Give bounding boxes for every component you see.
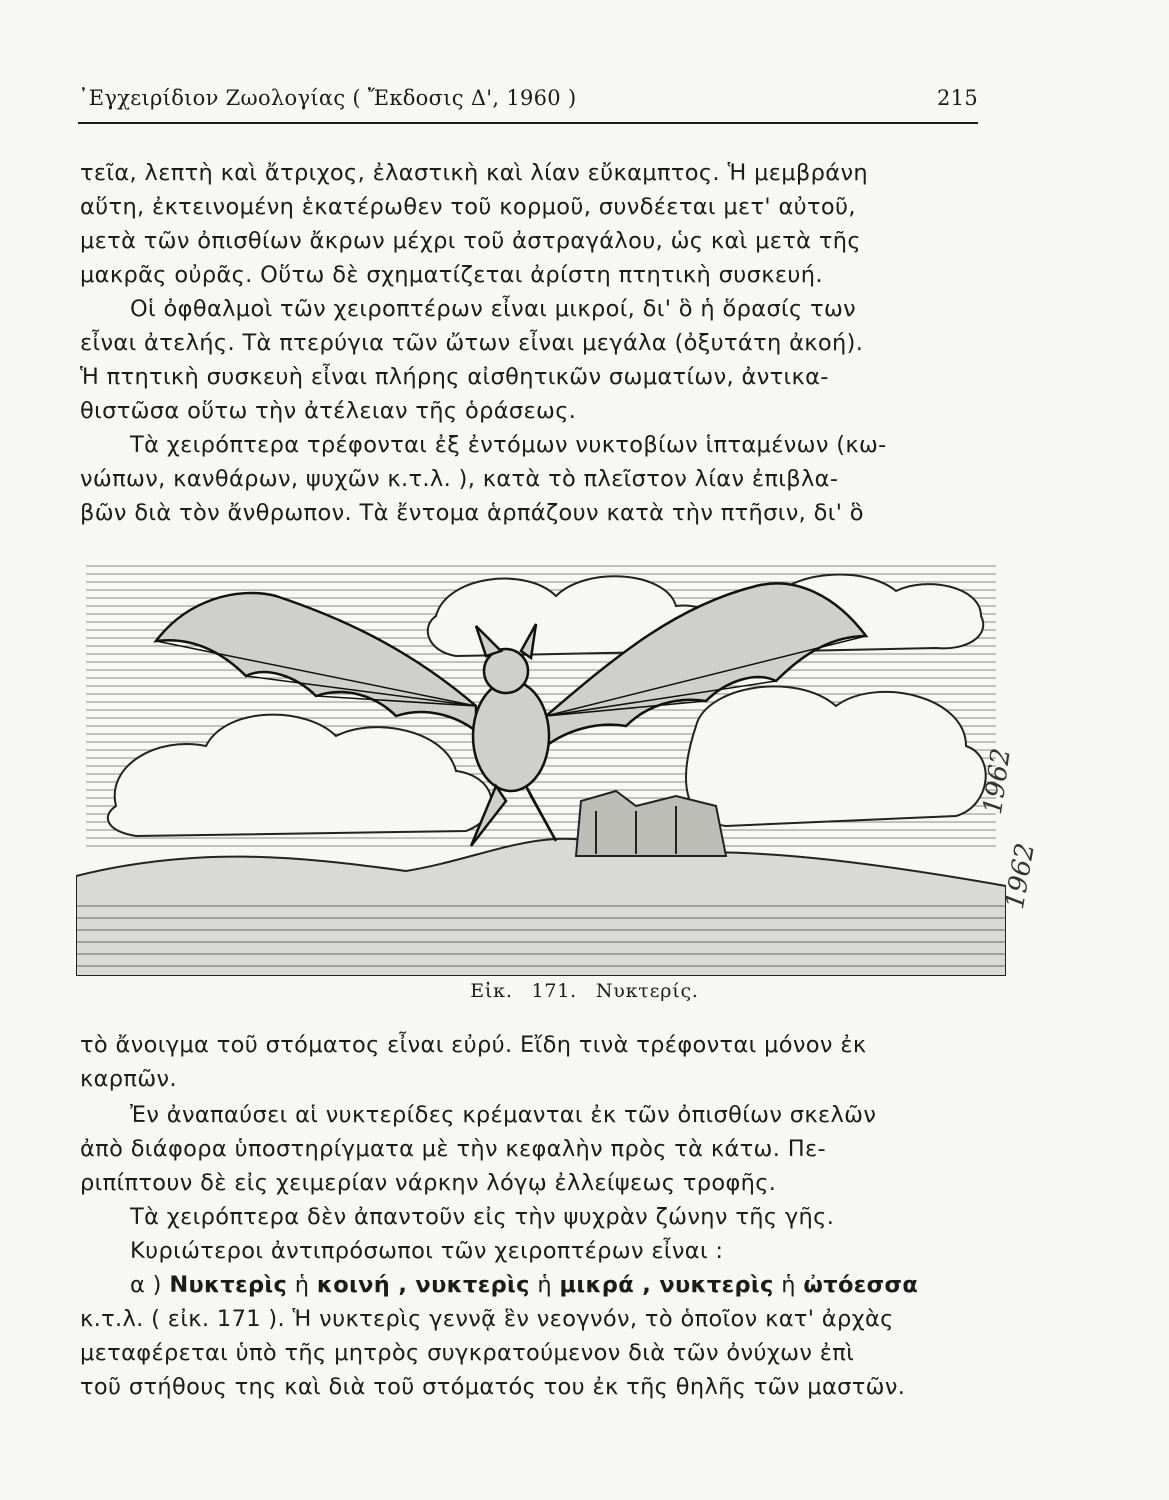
caption-text: Νυκτερίς.	[595, 980, 699, 1002]
paragraph-representatives	[80, 1268, 988, 1404]
text-line: Τὰ χειρόπτερα τρέφονται ἐξ ἐντόμων νυκτοβίων ἱπταμένων (κω-	[130, 432, 887, 458]
figure-caption	[0, 980, 1169, 1002]
text-line: Κυριώτεροι ἀντιπρόσωποι τῶν χειροπτέρων εἶναι :	[130, 1238, 724, 1264]
handwritten-margin-note: 1962	[978, 746, 1017, 817]
hills	[76, 839, 1006, 976]
text-line: μακρᾶς οὐρᾶς. Οὕτω δὲ σχηματίζεται ἀρίστη πτητικὴ συσκευή.	[80, 262, 823, 288]
text-line: Ἡ πτητικὴ συσκευὴ εἶναι πλήρης αἰσθητικῶν σωματίων, ἀντικα-	[80, 364, 829, 390]
text-line: Ἐν ἀναπαύσει αἱ νυκτερίδες κρέμανται ἐκ τῶν ὀπισθίων σκελῶν	[130, 1102, 877, 1128]
text-line: Τὰ χειρόπτερα δὲν ἀπαντοῦν εἰς τὴν ψυχρὰν ζώνην τῆς γῆς.	[130, 1204, 835, 1230]
paragraph-wing-membrane	[80, 156, 988, 292]
paragraph-diet	[80, 428, 988, 530]
header-rule	[78, 122, 978, 124]
paragraph-representatives-intro	[80, 1234, 988, 1268]
text-line: κ.τ.λ. ( εἰκ. 171 ). Ἡ νυκτερὶς γεννᾷ ἓν νεογνόν, τὸ ὁποῖον κατ' ἀρχὰς	[80, 1306, 894, 1332]
bat-illustration	[76, 556, 1006, 976]
connector: ἡ	[529, 1272, 560, 1298]
page-number: 215	[937, 86, 978, 110]
text-line	[80, 1268, 988, 1302]
text-line: θιστῶσα οὕτω τὴν ἀτέλειαν τῆς ὁράσεως.	[80, 398, 577, 424]
text-line: μεταφέρεται ὑπὸ τῆς μητρὸς συγκρατούμενον διὰ τῶν ὀνύχων ἐπὶ	[80, 1340, 855, 1366]
text-line: αὕτη, ἐκτεινομένη ἑκατέρωθεν τοῦ κορμοῦ, συνδέεται μετ' αὐτοῦ,	[80, 194, 856, 220]
text-line: τοῦ στήθους της καὶ διὰ τοῦ στόματός του ἐκ τῆς θηλῆς τῶν μαστῶν.	[80, 1374, 906, 1400]
list-marker: α )	[130, 1272, 170, 1298]
book-title: ᾿Εγχειρίδιον Ζωολογίας ( Ἔκδοσις Δ', 1960 )	[78, 86, 577, 110]
connector: ἡ	[773, 1272, 804, 1298]
text-line: τὸ ἄνοιγμα τοῦ στόματος εἶναι εὐρύ. Εἴδη τινὰ τρέφονται μόνον ἐκ	[80, 1032, 867, 1058]
handwritten-margin-note: 1962	[1000, 840, 1042, 912]
text-line: βῶν διὰ τὸν ἄνθρωπον. Τὰ ἔντομα ἁρπάζουν κατὰ τὴν πτῆσιν, δι' ὃ	[80, 500, 864, 526]
species-name: ὠτόεσσα	[803, 1272, 919, 1298]
species-name: μικρά , νυκτερὶς	[559, 1272, 774, 1298]
paragraph-mouth	[80, 1028, 988, 1096]
text-line: νώπων, κανθάρων, ψυχῶν κ.τ.λ. ), κατὰ τὸ πλεῖστον λίαν ἐπιβλα-	[80, 466, 839, 492]
species-name: Νυκτερὶς	[169, 1272, 288, 1298]
bat-engraving	[76, 556, 1006, 976]
paragraph-resting	[80, 1098, 988, 1200]
species-name: κοινή , νυκτερὶς	[316, 1272, 530, 1298]
text-line: καρπῶν.	[80, 1066, 177, 1092]
text-line: τεῖα, λεπτὴ καὶ ἄτριχος, ἐλαστικὴ καὶ λίαν εὔκαμπτος. Ἡ μεμβράνη	[80, 160, 868, 186]
text-line: ἀπὸ διάφορα ὑποστηρίγματα μὲ τὴν κεφαλὴν πρὸς τὰ κάτω. Πε-	[80, 1136, 826, 1162]
text-line: μετὰ τῶν ὀπισθίων ἄκρων μέχρι τοῦ ἀστραγάλου, ὡς καὶ μετὰ τῆς	[80, 228, 861, 254]
paragraph-distribution	[80, 1200, 988, 1234]
connector: ἡ	[287, 1272, 317, 1298]
caption-label: Εἰκ.	[470, 980, 513, 1002]
caption-number: 171.	[531, 980, 578, 1002]
text-line: ριπίπτουν δὲ εἰς χειμερίαν νάρκην λόγῳ ἐλλείψεως τροφῆς.	[80, 1170, 777, 1196]
paragraph-senses	[80, 292, 988, 428]
text-line: Οἱ ὀφθαλμοὶ τῶν χειροπτέρων εἶναι μικροί, δι' ὃ ἡ ὅρασίς των	[130, 296, 857, 322]
text-line: εἶναι ἀτελής. Τὰ πτερύγια τῶν ὤτων εἶναι μεγάλα (ὀξυτάτη ἀκοή).	[80, 330, 864, 356]
